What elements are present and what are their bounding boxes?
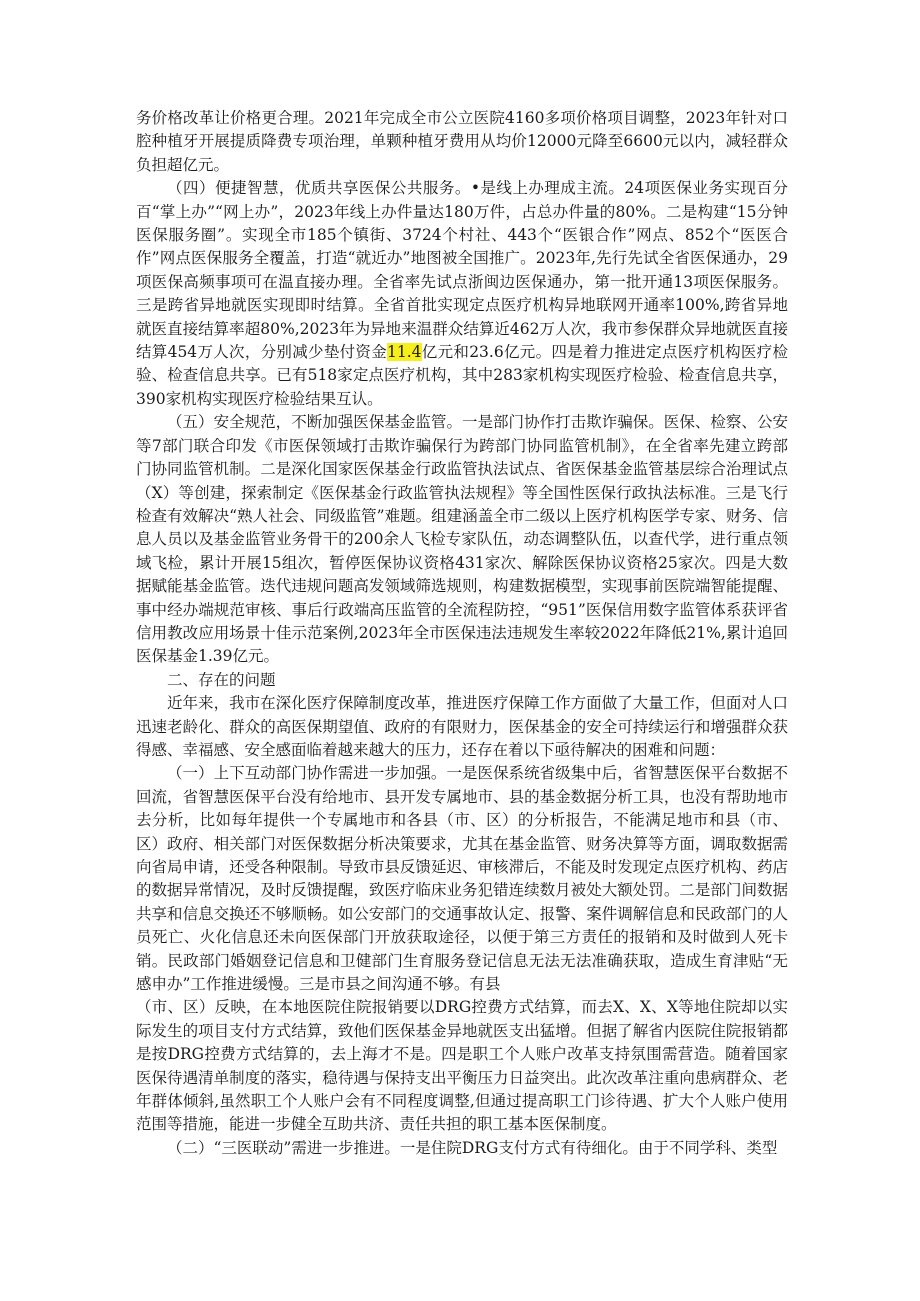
paragraph-collaboration: （一）上下互动部门协作需进一步加强。一是医保系统省级集中后，省智慧医保平台数据不回流，省智慧医保平台没有给地市、县开发专属地市、县的基金数据分析工具，也没有帮助地市去分析，比如每年提供一个专属地市和各县（市、区）的分析报告，不能满足地市和县（市、区）政府、相关部门对医保数据分析决策要求，尤其在基金监管、财务决算等方面，调取数据需向省局申请，还受各种限制。导致市县反馈延迟、审核滞后，不能及时发现定点医疗机构、药店的数据异常情况，及时反馈提醒，致医疗临床业务犯错连续数月被处大额处罚。二是部门间数据共享和信息交换还不够顺畅。如公安部门的交通事故认定、报警、案件调解信息和民政部门的人员死亡、火化信息还未向医保部门开放获取途径，以便于第三方责任的报销和及时做到人死卡销。民政部门婚姻登记信息和卫健部门生育服务登记信息无法无法准确获取，造成生育津贴“无感申办”工作推进缓慢。三是市县之间沟通不够。有县 (136, 764, 788, 994)
document-body (136, 107, 788, 1160)
paragraph-public-services-text-before: （四）便捷智慧，优质共享医保公共服务。•是线上办理成主流。24项医保业务实现百分百“掌上办”“网上办”，2023年线上办件量达180万件，占总办件量的80%。二是构建“15分钟医保服务圈”。实现全市185个镇街、3724个村社、443个“医银合作”网点、852个“医医合作”网点医保服务全覆盖，打造“就近办”地图被全国推广。2023年,先行先试全省医保通办，29项医保高频事项可在温直接办理。全省率先试点浙闽边医保通办，第一批开通13项医保服务。三是跨省异地就医实现即时结算。全省首批实现定点医疗机构异地联网开通率100%,跨省异地就医直接结算率超80%,2023年为异地来温群众结算近462万人次，我市参保群众异地就医直接结算454万人次，分别减少垫付资金 (136, 179, 788, 362)
highlighted-amount: 11.4 (387, 343, 422, 362)
paragraph-three-medical-linkage: （二）“三医联动”需进一步推进。一是住院DRG支付方式有待细化。由于不同学科、类型 (167, 1138, 778, 1157)
paragraph-problems-intro: 近年来，我市在深化医疗保障制度改革，推进医疗保障工作方面做了大量工作，但面对人口迅速老龄化、群众的高医保期望值、政府的有限财力，医保基金的安全可持续运行和增强群众获得感、幸福感、安全感面临着越来越大的压力，还存在着以下亟待解决的困难和问题： (136, 694, 788, 759)
paragraph-fund-supervision: （五）安全规范，不断加强医保基金监管。一是部门协作打击欺诈骗保。医保、检察、公安等7部门联合印发《市医保领域打击欺诈骗保行为跨部门协同监管机制》，在全省率先建立跨部门协同监管机制。二是深化国家医保基金行政监管执法试点、省医保基金监管基层综合治理试点（X）等创建，探索制定《医保基金行政监管执法规程》等全国性医保行政执法标准。三是飞行检查有效解决“熟人社会、同级监管”难题。组建涵盖全市二级以上医疗机构医学专家、财务、信息人员以及基金监管业务骨干的200余人飞检专家队伍，动态调整队伍，以查代学，进行重点领域飞检，累计开展15组次，暂停医保协议资格431家次、解除医保协议资格25家次。四是大数据赋能基金监管。迭代违规问题高发领域筛选规则，构建数据模型，实现事前医院端智能提醒、事中经办端规范审核、事后行政端高压监管的全流程防控，“951”医保信用数字监管体系获评省信用教改应用场景十佳示范案例,2023年全市医保违法违规发生率较2022年降低21%,累计追回医保基金1.39亿元。 (136, 413, 788, 666)
section-heading-problems: 二、存在的问题 (167, 670, 276, 689)
paragraph-price-reform: 务价格改革让价格更合理。2021年完成全市公立医院4160多项价格项目调整，2023年针对口腔种植牙开展提质降费专项治理，单颗种植牙费用从均价12000元降至6600元以内，减轻群众负担超亿元。 (136, 109, 788, 174)
paragraph-drg-settlement: （市、区）反映，在本地医院住院报销要以DRG控费方式结算，而去X、X、X等地住院却以实际发生的项目支付方式结算，致他们医保基金异地就医支出猛增。但据了解省内医院住院报销都是按DRG控费方式结算的，去上海才不是。四是职工个人账户改革支持氛围需营造。随着国家医保待遇清单制度的落实，稳待遇与保持支出平衡压力日益突出。此次改革注重向患病群众、老年群体倾斜,虽然职工个人账户会有不同程度调整,但通过提高职工门诊待遇、扩大个人账户使用范围等措施，能进一步健全互助共济、责任共担的职工基本医保制度。 (136, 998, 788, 1134)
paragraph-public-services-text-after: 亿元和23.6亿元。四是着力推进定点医疗机构医疗检验、检查信息共享。已有518家定点医疗机构，其中283家机构实现医疗检验、检查信息共享，390家机构实现医疗检验结果互认。 (136, 343, 788, 408)
paragraph-public-services (136, 177, 788, 411)
